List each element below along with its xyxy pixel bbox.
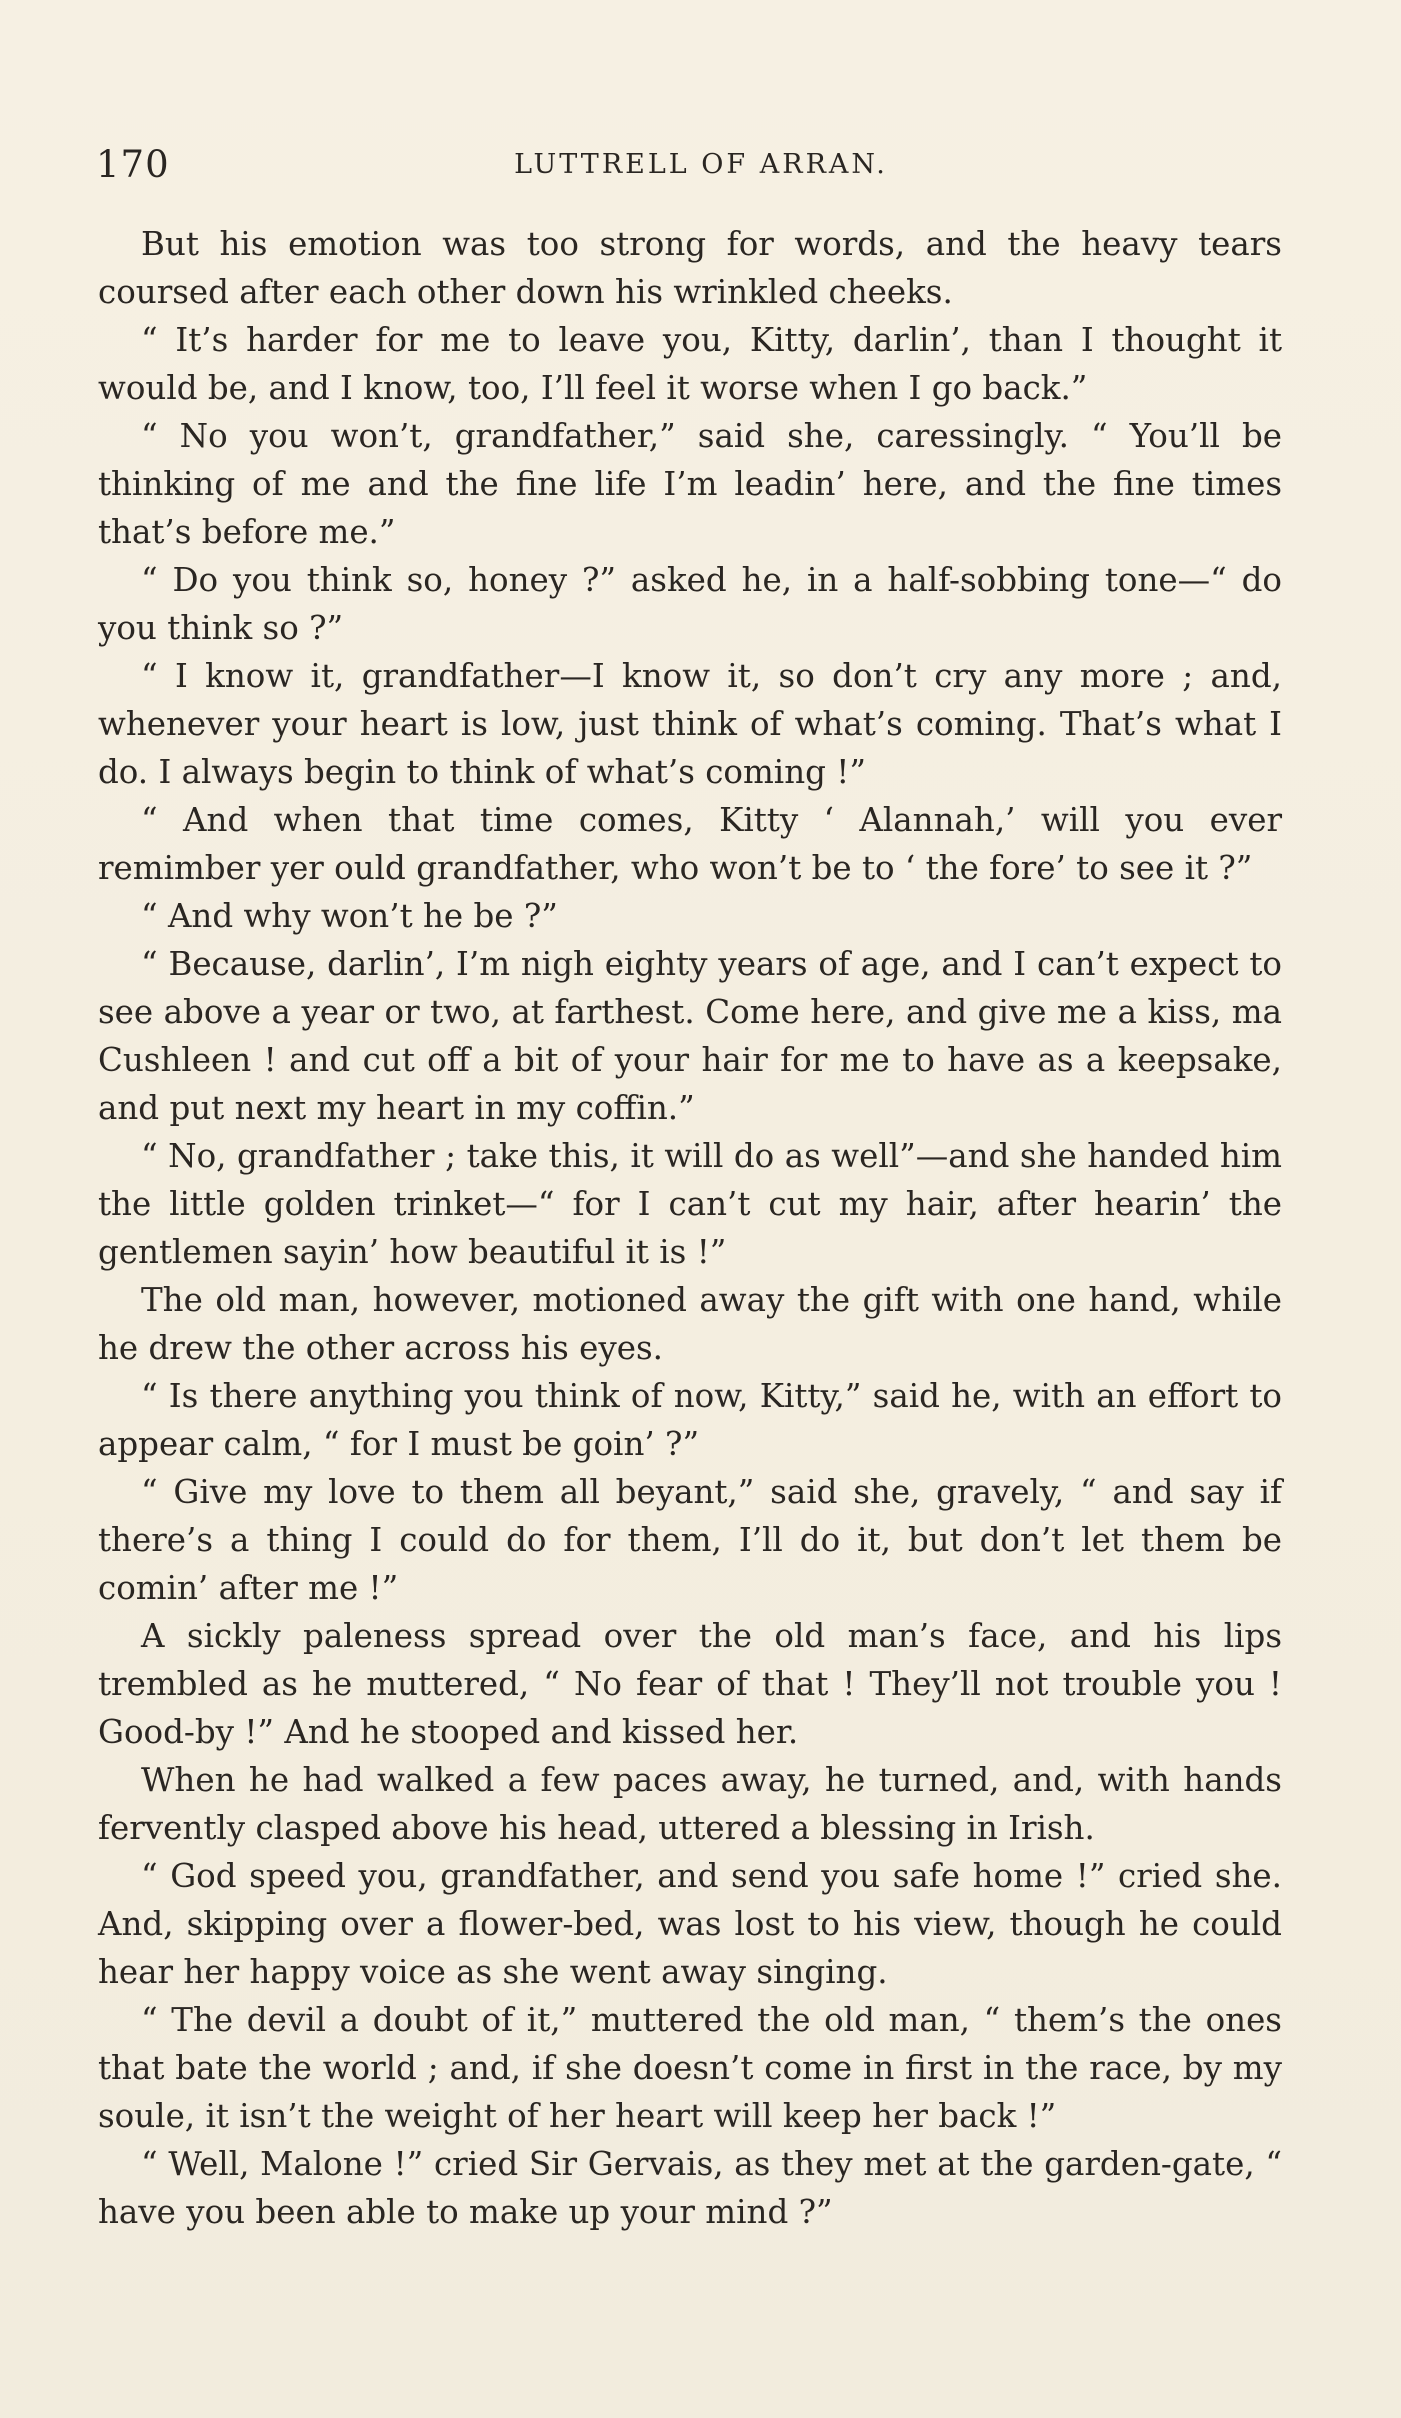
paragraph: “ Is there anything you think of now, Kitty,” said he, with an effort to appear calm, “ for I must be goin’ ?” <box>98 1377 1282 1463</box>
paragraph: “ Well, Malone !” cried Sir Gervais, as they met at the garden-gate, “ have you been able to make up your mind ?” <box>98 2145 1282 2231</box>
paragraph: When he had walked a few paces away, he turned, and, with hands fervently clasped above his head, uttered a blessing in Irish. <box>98 1761 1282 1847</box>
running-head <box>96 140 1276 190</box>
page-number: 170 <box>96 143 170 186</box>
body-text <box>98 220 1282 2236</box>
running-title: LUTTRELL OF ARRAN. <box>514 149 888 180</box>
paragraph: The old man, however, motioned away the gift with one hand, while he drew the other across his eyes. <box>98 1281 1282 1367</box>
paragraph: “ I know it, grandfather—I know it, so don’t cry any more ; and, whenever your heart is low, just think of what’s coming. That’s what I do. I always begin to think of what’s coming !” <box>98 657 1282 791</box>
paragraph: “ Because, darlin’, I’m nigh eighty years of age, and I can’t expect to see above a year or two, at farthest. Come here, and give me a kiss, ma Cushleen ! and cut off a bit of your hair for me to have as a keepsake, and put next my heart in my coffin.” <box>98 945 1282 1127</box>
paragraph: “ No, grandfather ; take this, it will do as well”—and she handed him the little golden trinket—“ for I can’t cut my hair, after hearin’ the gentlemen sayin’ how beautiful it is !” <box>98 1137 1282 1271</box>
paragraph: “ And why won’t he be ?” <box>141 897 558 935</box>
paragraph: “ And when that time comes, Kitty ‘ Alannah,’ will you ever remimber yer ould grandfather, who won’t be to ‘ the fore’ to see it ?” <box>98 801 1282 887</box>
paragraph: “ Give my love to them all beyant,” said she, gravely, “ and say if there’s a thing I could do for them, I’ll do it, but don’t let them be comin’ after me !” <box>98 1473 1282 1607</box>
paragraph: A sickly paleness spread over the old man’s face, and his lips trembled as he muttered, “ No fear of that ! They’ll not trouble you ! Good-by !” And he stooped and kissed her. <box>98 1617 1282 1751</box>
paragraph: “ It’s harder for me to leave you, Kitty, darlin’, than I thought it would be, and I know, too, I’ll feel it worse when I go back.” <box>98 321 1282 407</box>
paragraph: “ Do you think so, honey ?” asked he, in a half-sobbing tone—“ do you think so ?” <box>98 561 1282 647</box>
paragraph: “ The devil a doubt of it,” muttered the old man, “ them’s the ones that bate the world ; and, if she doesn’t come in first in the race, by my soule, it isn’t the weight of her heart will keep her back !” <box>98 2001 1282 2135</box>
paragraph: But his emotion was too strong for words, and the heavy tears coursed after each other down his wrinkled cheeks. <box>98 225 1282 311</box>
paragraph: “ No you won’t, grandfather,” said she, caressingly. “ You’ll be thinking of me and the fine life I’m leadin’ here, and the fine times that’s before me.” <box>98 417 1282 551</box>
paragraph: “ God speed you, grandfather, and send you safe home !” cried she. And, skipping over a flower-bed, was lost to his view, though he could hear her happy voice as she went away singing. <box>98 1857 1282 1991</box>
